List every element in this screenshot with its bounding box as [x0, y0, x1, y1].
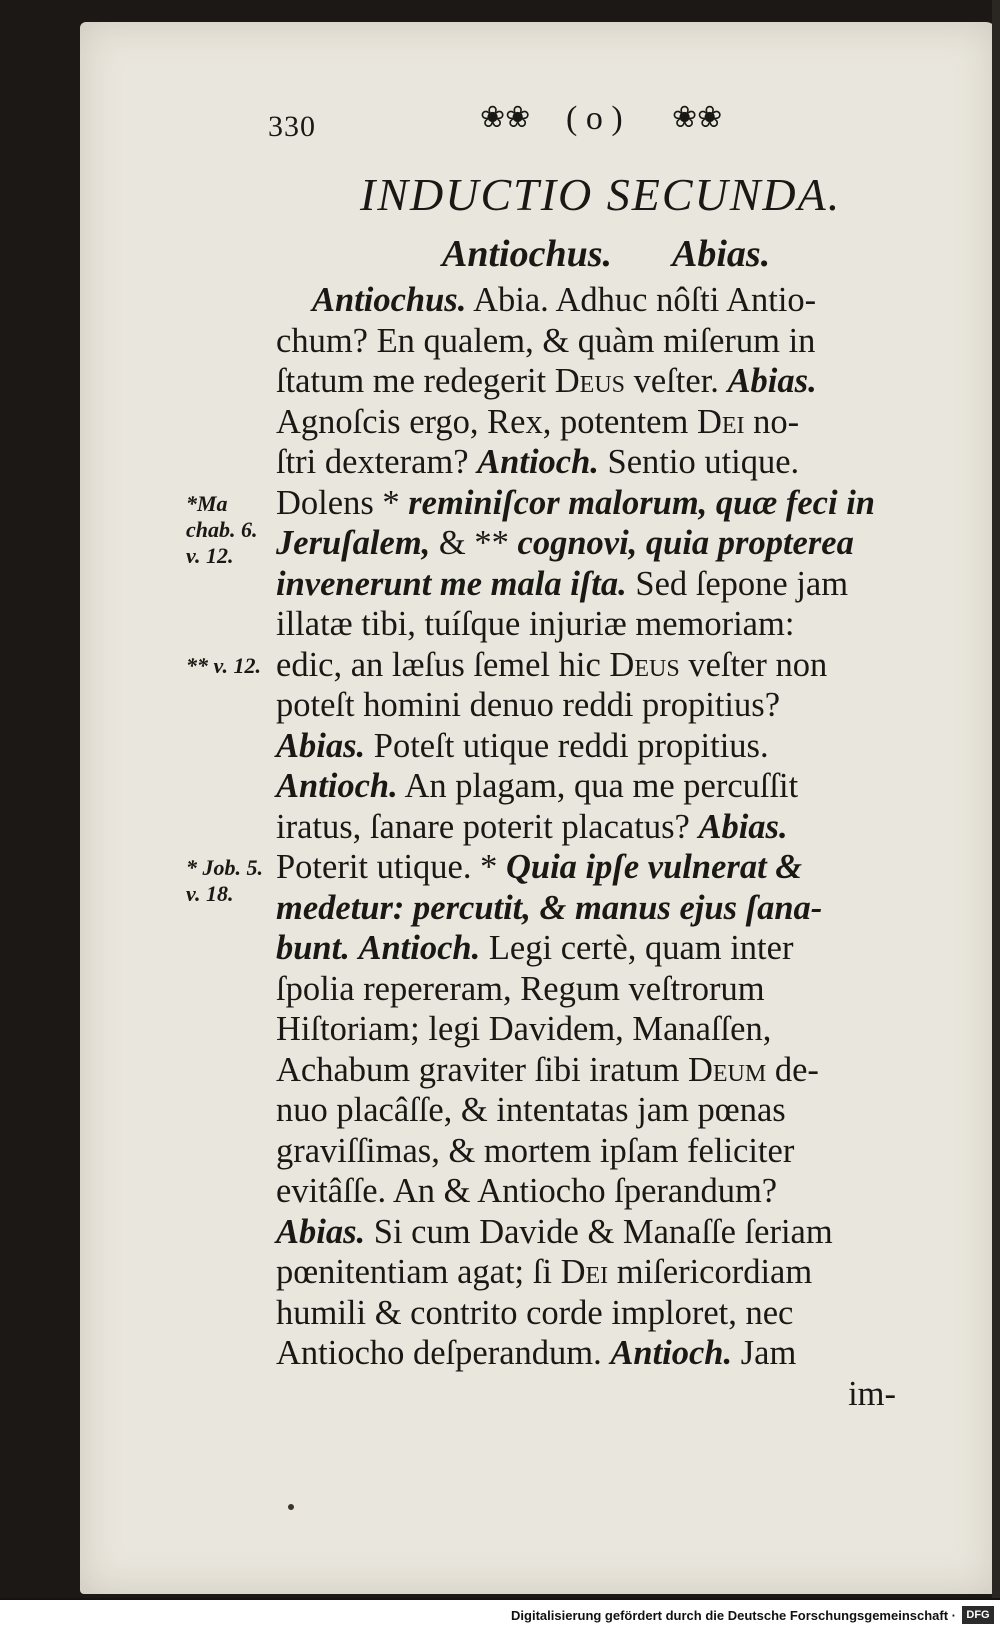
- text-segment: & **: [430, 524, 518, 562]
- speaker-label: Abias.: [698, 807, 788, 846]
- speaker-label: reminiſcor malorum, quæ feci in: [408, 483, 875, 522]
- text-line: [276, 928, 956, 969]
- text-segment: poteſt homini denuo reddi propitius?: [276, 686, 781, 724]
- text-segment: Legi certè, quam inter: [480, 929, 794, 967]
- header-center-ornament: ( o ): [566, 100, 623, 137]
- margin-note: * Job. 5. v. 18.: [186, 855, 263, 906]
- text-segment: evitâſſe. An & Antiocho ſperandum?: [276, 1172, 778, 1210]
- text-line: [276, 1050, 956, 1091]
- text-segment: ſpolia repereram, Regum veſtrorum: [276, 969, 765, 1008]
- text-segment: ſtri dexteram?: [276, 443, 478, 481]
- text-line: [276, 1252, 956, 1293]
- text-line: [276, 402, 956, 443]
- text-segment: nuo placâſſe, & intentatas jam pœnas: [276, 1091, 786, 1129]
- text-segment: de-: [766, 1050, 819, 1089]
- text-line: [276, 969, 956, 1010]
- text-segment: ſtatum me redegerit: [276, 362, 555, 400]
- text-segment: Antiocho deſperandum.: [276, 1334, 611, 1372]
- speaker-label: Quia ipſe vulnerat &: [505, 848, 803, 886]
- speaker-label: medetur: percutit, & manus ejus ſana-: [276, 888, 823, 927]
- small-caps-word: Dei: [696, 402, 745, 441]
- text-line: [276, 1293, 956, 1334]
- text-line: [276, 280, 956, 321]
- text-line: [276, 604, 956, 645]
- text-segment: miſericordiam: [608, 1253, 813, 1291]
- speakers-heading: [442, 232, 770, 276]
- small-caps-word: Dei: [560, 1253, 609, 1291]
- text-segment: veſter.: [625, 362, 728, 400]
- text-segment: illatæ tibi, tuíſque injuriæ memoriam:: [276, 605, 795, 643]
- text-segment: Poteſt utique reddi propitius.: [365, 726, 769, 765]
- text-line: [276, 766, 956, 807]
- text-segment: Dolens *: [276, 483, 409, 522]
- text-segment: graviſſimas, & mortem ipſam feliciter: [276, 1131, 795, 1170]
- text-segment: Achabum graviter ſibi iratum: [276, 1050, 688, 1089]
- speaker-label: Abias.: [276, 1212, 366, 1251]
- text-line: [276, 807, 956, 848]
- text-line: [276, 1090, 956, 1131]
- speaker-antiochus: Antiochus.: [442, 233, 613, 275]
- text-line: [276, 483, 956, 524]
- speaker-abias: Abias.: [672, 233, 771, 275]
- text-segment: humili & contrito corde imploret, nec: [276, 1293, 794, 1332]
- text-line: [276, 361, 956, 402]
- speaker-label: Antiochus.: [312, 281, 467, 319]
- funding-credit: Digitalisierung gefördert durch die Deutsche Forschungsgemeinschaft ·: [511, 1608, 956, 1623]
- speaker-label: Abias.: [727, 362, 817, 400]
- dfg-logo: DFG: [962, 1606, 994, 1624]
- text-segment: Sed ſepone jam: [626, 564, 849, 603]
- text-segment: Poterit utique. *: [276, 848, 506, 886]
- text-segment: iratus, ſanare poterit placatus?: [276, 807, 699, 846]
- text-line: [276, 442, 956, 483]
- page-speck: [288, 1504, 294, 1510]
- catchword: im-: [848, 1374, 896, 1413]
- text-line: [276, 847, 956, 888]
- speaker-label: Antioch.: [610, 1334, 733, 1372]
- text-line: [276, 888, 956, 929]
- text-segment: edic, an læſus ſemel hic: [276, 645, 610, 684]
- text-segment: Abia. Adhuc nôſti Antio-: [466, 281, 817, 319]
- text-line: [276, 1131, 956, 1172]
- text-line: [276, 564, 956, 605]
- page-number: 330: [268, 110, 316, 143]
- speaker-label: cognovi, quia propterea: [517, 524, 854, 562]
- section-title: INDUCTIO SECUNDA.: [360, 169, 842, 220]
- speaker-label: invenerunt me mala iſta.: [276, 564, 627, 603]
- text-segment: no-: [744, 402, 800, 441]
- text-line: [276, 1333, 956, 1374]
- ornament-right-icon: ❀❀: [672, 101, 723, 134]
- ornament-left-icon: ❀❀: [480, 101, 531, 134]
- text-segment: Agnoſcis ergo, Rex, potentem: [276, 402, 697, 441]
- text-segment: Hiſtoriam; legi Davidem, Manaſſen,: [276, 1010, 772, 1048]
- speaker-label: Abias.: [276, 726, 366, 765]
- text-line: [276, 685, 956, 726]
- small-caps-word: Deum: [687, 1050, 767, 1089]
- small-caps-word: Deus: [554, 362, 626, 400]
- text-line: [276, 726, 956, 767]
- text-line: [276, 523, 956, 564]
- speaker-label: bunt.: [276, 929, 350, 967]
- text-segment: veſter non: [679, 645, 828, 684]
- text-segment: Sentio utique.: [598, 443, 800, 481]
- speaker-label: Jeruſalem,: [276, 524, 431, 562]
- margin-note: *Ma chab. 6. v. 12.: [186, 490, 258, 568]
- text-line: [276, 1171, 956, 1212]
- text-segment: pœnitentiam agat; ſi: [276, 1253, 561, 1291]
- text-line: [276, 321, 956, 362]
- text-segment: Si cum Davide & Manaſſe ſeriam: [365, 1212, 833, 1251]
- text-segment: chum? En qualem, & quàm miſerum in: [276, 321, 816, 360]
- speaker-label: Antioch.: [276, 767, 398, 805]
- text-segment: Jam: [732, 1334, 797, 1372]
- margin-note: ** v. 12.: [186, 652, 261, 678]
- digitization-footer: [0, 1600, 1000, 1632]
- small-caps-word: Deus: [609, 645, 680, 684]
- speaker-label: Antioch.: [358, 929, 481, 967]
- text-segment: An plagam, qua me percuſſit: [397, 767, 799, 805]
- body-text: [276, 280, 956, 1414]
- text-line: [276, 1009, 956, 1050]
- speaker-label: Antioch.: [477, 443, 599, 481]
- text-line: [276, 645, 956, 686]
- text-line: [276, 1212, 956, 1253]
